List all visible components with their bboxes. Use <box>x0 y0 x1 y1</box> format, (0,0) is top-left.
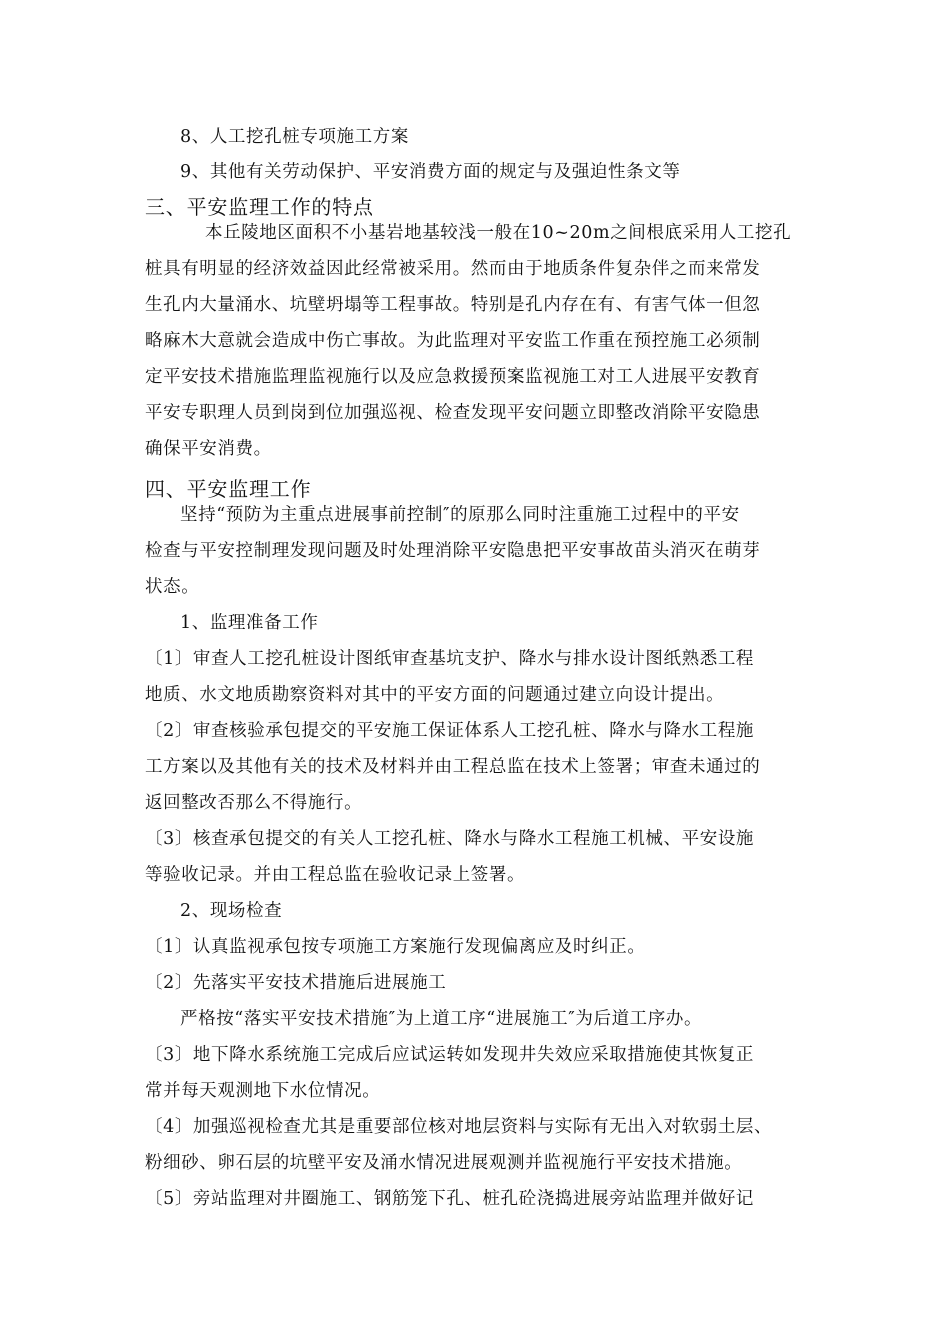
paragraph-line: 确保平安消费。 <box>145 439 272 459</box>
paragraph-line: 桩具有明显的经济效益因此经常被采用。然而由于地质条件复杂伴之而来常发 <box>145 259 761 279</box>
paragraph-line: 略麻木大意就会造成中伤亡事故。为此监理对平安监工作重在预控施工必须制 <box>145 331 761 351</box>
paragraph-line: 检查与平安控制理发现问题及时处理消除平安隐患把平安事故苗头消灭在萌芽 <box>145 541 761 561</box>
list-item-continuation: 粉细砂、卵石层的坑壁平安及涌水情况进展观测并监视施行平安技术措施。 <box>145 1153 743 1173</box>
list-item: 〔2〕审查核验承包提交的平安施工保证体系人工挖孔桩、降水与降水工程施 <box>145 721 755 741</box>
list-item: 〔3〕核查承包提交的有关人工挖孔桩、降水与降水工程施工机械、平安设施 <box>145 829 755 849</box>
list-item: 〔5〕旁站监理对井圈施工、钢筋笼下孔、桩孔砼浇捣进展旁站监理并做好记 <box>145 1189 755 1209</box>
paragraph-line: 状态。 <box>145 577 200 597</box>
list-item-9: 9、其他有关劳动保护、平安消费方面的规定与及强迫性条文等 <box>180 162 681 182</box>
paragraph-line: 严格按“落实平安技术措施″为上道工序“进展施工″为后道工序办。 <box>180 1009 703 1029</box>
list-item: 〔2〕先落实平安技术措施后进展施工 <box>145 973 447 993</box>
list-item-continuation: 常并每天观测地下水位情况。 <box>145 1081 381 1101</box>
section-heading-4: 四、平安监理工作 <box>145 477 312 501</box>
list-item: 〔3〕地下降水系统施工完成后应试运转如发现井失效应采取措施使其恢复正 <box>145 1045 755 1065</box>
list-item-continuation: 地质、水文地质勘察资料对其中的平安方面的问题通过建立向设计提出。 <box>145 685 725 705</box>
list-item: 〔1〕认真监视承包按专项施工方案施行发现偏离应及时纠正。 <box>145 937 646 957</box>
paragraph-line: 生孔内大量涌水、坑壁坍塌等工程事故。特别是孔内存在有、有害气体一但忽 <box>145 295 761 315</box>
list-item-continuation: 返回整改否那么不得施行。 <box>145 793 363 813</box>
subsection-heading-1: 1、监理准备工作 <box>180 613 319 633</box>
list-item: 〔4〕加强巡视检查尤其是重要部位核对地层资料与实际有无出入对软弱土层、 <box>145 1117 773 1137</box>
list-item-8: 8、人工挖孔桩专项施工方案 <box>180 127 409 147</box>
list-item-continuation: 工方案以及其他有关的技术及材料并由工程总监在技术上签署；审查未通过的 <box>145 757 761 777</box>
list-item: 〔1〕审查人工挖孔桩设计图纸审查基坑支护、降水与排水设计图纸熟悉工程 <box>145 649 755 669</box>
subsection-heading-2: 2、现场检查 <box>180 901 283 921</box>
list-item-continuation: 等验收记录。并由工程总监在验收记录上签署。 <box>145 865 526 885</box>
paragraph-line: 坚持“预防为主重点进展事前控制″的原那么同时注重施工过程中的平安 <box>180 505 740 525</box>
paragraph-line: 本丘陵地区面积不小基岩地基较浅一般在10~20m之间根底采用人工挖孔 <box>205 223 792 243</box>
section-heading-3: 三、平安监理工作的特点 <box>145 195 374 219</box>
paragraph-line: 定平安技术措施监理监视施行以及应急救援预案监视施工对工人进展平安教育 <box>145 367 761 387</box>
paragraph-line: 平安专职理人员到岗到位加强巡视、检查发现平安问题立即整改消除平安隐患 <box>145 403 761 423</box>
